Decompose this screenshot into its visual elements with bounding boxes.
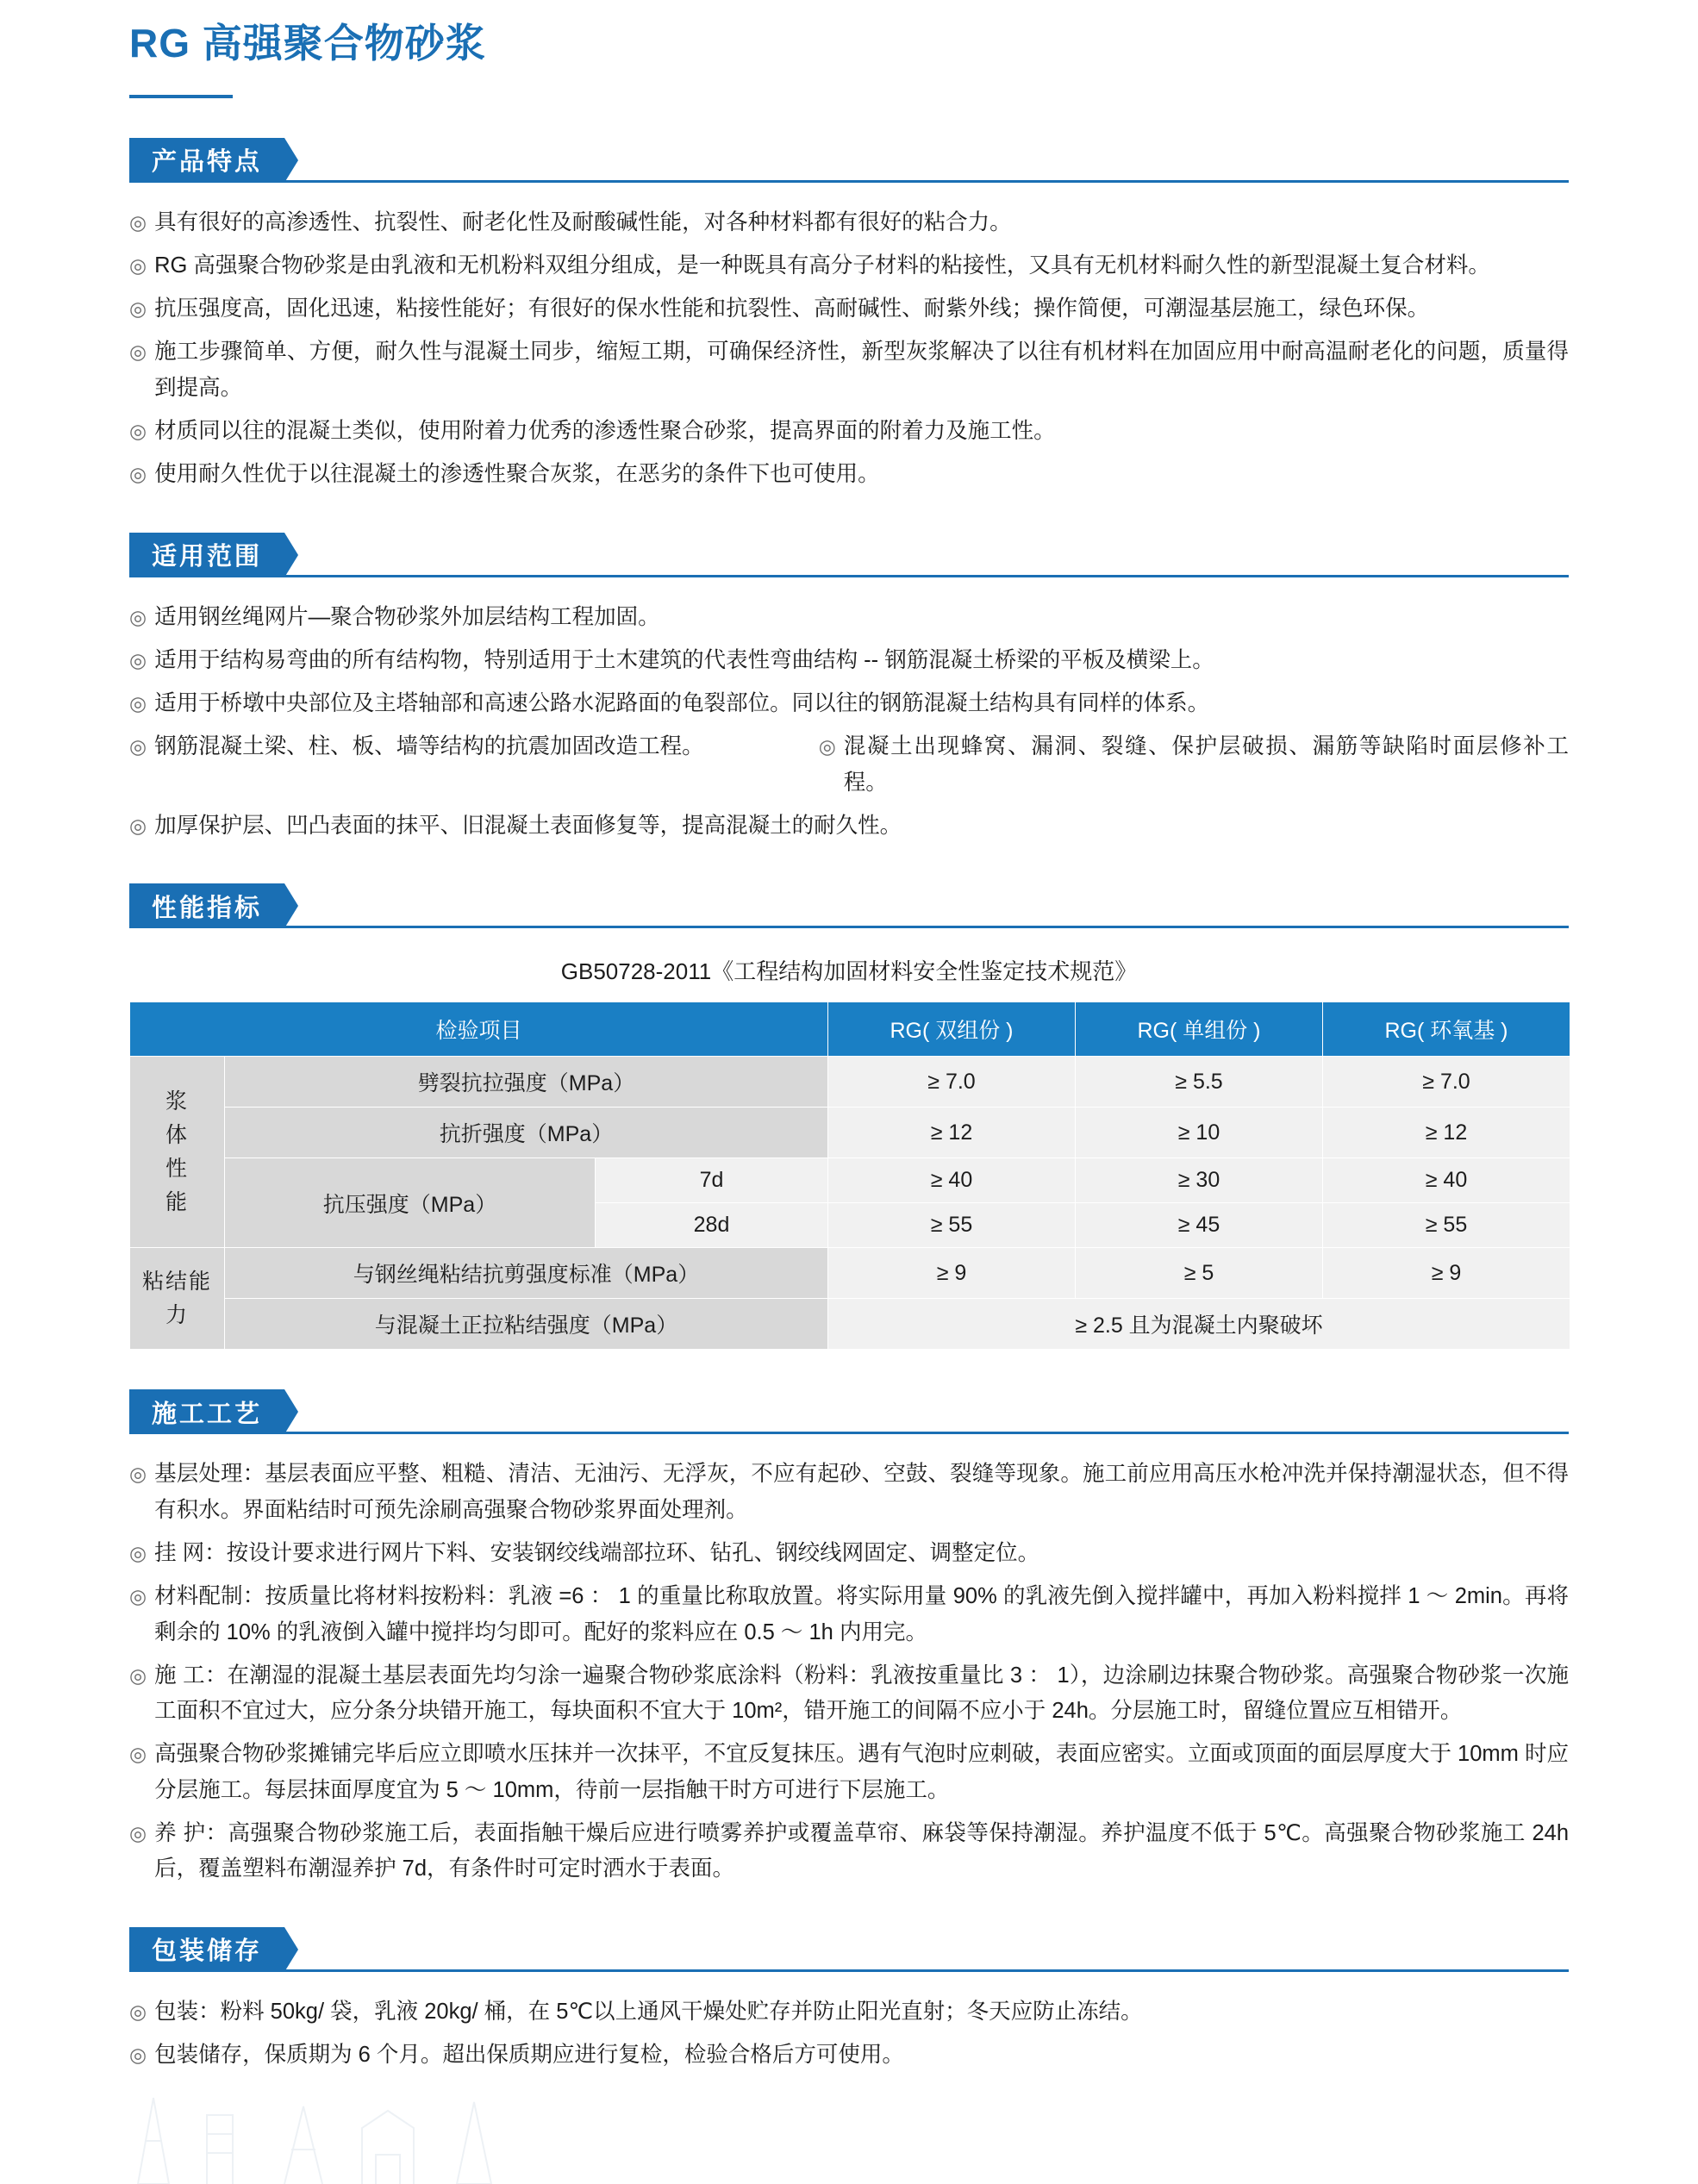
row-item-split-tensile: 劈裂抗拉强度（MPa） — [225, 1057, 828, 1108]
page-title: RG 高强聚合物砂浆 — [129, 21, 486, 66]
list-item-text: 使用耐久性优于以往混凝土的渗透性聚合灰浆，在恶劣的条件下也可使用。 — [154, 462, 880, 487]
cell-value: ≥ 55 — [1323, 1203, 1570, 1248]
cell-value: ≥ 55 — [828, 1203, 1076, 1248]
row-item-concrete-tensile-bond: 与混凝土正拉粘结强度（MPa） — [225, 1299, 828, 1350]
section-underline — [129, 1969, 1569, 1972]
column-header-rg-two-part: RG( 双组份 ) — [828, 1002, 1076, 1057]
section-scope — [0, 533, 1698, 845]
section-packaging — [0, 1927, 1698, 2184]
process-list — [129, 1457, 1569, 1887]
table-row — [130, 1158, 1570, 1203]
list-item-text: 包装：粉料 50kg/ 袋，乳液 20kg/ 桶，在 5℃以上通风干燥处贮存并防止阳光直射；冬天应防止冻结。 — [154, 1999, 1143, 2024]
section-header-process — [129, 1389, 1569, 1434]
list-item — [129, 1994, 1569, 2030]
section-title-packaging: 包装储存 — [129, 1927, 284, 1972]
table-header-row — [130, 1002, 1570, 1057]
cell-value: ≥ 45 — [1076, 1203, 1323, 1248]
table-row — [130, 1108, 1570, 1158]
list-item-text: 基层处理：基层表面应平整、粗糙、清洁、无油污、无浮灰，不应有起砂、空鼓、裂缝等现象。施工前应用高压水枪冲洗并保持潮湿状态，但不得有积水。界面粘结时可预先涂刷高强聚合物砂浆界面处理剂。 — [154, 1462, 1569, 1522]
list-item — [129, 729, 819, 764]
list-item — [129, 334, 1569, 406]
list-item — [129, 2037, 1569, 2073]
list-item — [129, 1536, 1569, 1571]
section-header-features — [129, 138, 1569, 183]
cell-value: ≥ 9 — [828, 1248, 1076, 1299]
list-item-text: 适用钢丝绳网片—聚合物砂浆外加层结构工程加固。 — [154, 604, 660, 629]
list-item — [129, 686, 1569, 721]
group-label-text: 粘结能 力 — [141, 1270, 212, 1327]
list-item-text: 混凝土出现蜂窝、漏洞、裂缝、保护层破损、漏筋等缺陷时面层修补工程。 — [843, 734, 1569, 795]
bullet-icon: ◎ — [129, 1663, 147, 1687]
list-item-text: 加厚保护层、凹凸表面的抹平、旧混凝土表面修复等，提高混凝土的耐久性。 — [154, 814, 902, 839]
bullet-icon: ◎ — [129, 735, 147, 758]
list-item — [129, 1579, 1569, 1650]
section-underline — [129, 180, 1569, 183]
bullet-icon: ◎ — [129, 1585, 147, 1608]
title-divider — [129, 95, 233, 98]
packaging-list — [129, 1994, 1569, 2074]
list-item — [129, 1658, 1569, 1730]
list-item — [129, 1737, 1569, 1808]
section-underline — [129, 1432, 1569, 1434]
list-item — [129, 414, 1569, 449]
bullet-icon: ◎ — [129, 1541, 147, 1564]
title-block — [0, 0, 1698, 98]
row-item-steel-wire-shear: 与钢丝绳粘结抗剪强度标准（MPa） — [225, 1248, 828, 1299]
list-item — [129, 643, 1569, 678]
group-label-slurry — [130, 1057, 225, 1248]
list-item-pair — [129, 729, 1569, 801]
list-item — [129, 808, 1569, 844]
cell-value: ≥ 10 — [1076, 1108, 1323, 1158]
list-item-text: 施 工：在潮湿的混凝土基层表面先均匀涂一遍聚合物砂浆底涂料（粉料：乳液按重量比 3 ： 1），边涂刷边抹聚合物砂浆。高强聚合物砂浆一次施工面积不宜过大，应分条分块错开施工，每块面积不宜大于 10m²，错开施工的间隔不应小于 24h。分层施工时，留缝位置应互相错开。 — [154, 1663, 1569, 1724]
list-item-text: 施工步骤简单、方便，耐久性与混凝土同步，缩短工期，可确保经济性，新型灰浆解决了以往有机材料在加固应用中耐高温耐老化的问题，质量得到提高。 — [154, 340, 1569, 400]
performance-table — [129, 1002, 1570, 1350]
column-header-rg-epoxy: RG( 环氧基 ) — [1323, 1002, 1570, 1057]
cell-value: ≥ 30 — [1076, 1158, 1323, 1203]
bullet-icon: ◎ — [129, 814, 147, 838]
bullet-icon: ◎ — [129, 605, 147, 628]
row-subitem-28d: 28d — [596, 1203, 828, 1248]
list-item-text: 适用于桥墩中央部位及主塔轴部和高速公路水泥路面的龟裂部位。同以往的钢筋混凝土结构具有同样的体系。 — [154, 691, 1210, 716]
list-item-text: 高强聚合物砂浆摊铺完毕后应立即喷水压抹并一次抹平，不宜反复抹压。遇有气泡时应刺破，表面应密实。立面或顶面的面层厚度大于 10mm 时应分层施工。每层抹面厚度宜为 5 ～ 10mm，待前一层指触干时方可进行下层施工。 — [154, 1742, 1569, 1802]
list-item-text: 抗压强度高，固化迅速，粘接性能好；有很好的保水性能和抗裂性、高耐碱性、耐紫外线；操作简便，可潮湿基层施工，绿色环保。 — [154, 296, 1430, 321]
list-item-text: RG 高强聚合物砂浆是由乳液和无机粉料双组分组成，是一种既具有高分子材料的粘接性，又具有无机材料耐久性的新型混凝土复合材料。 — [154, 253, 1490, 278]
row-item-compressive: 抗压强度（MPa） — [225, 1158, 596, 1248]
cell-value-merged: ≥ 2.5 且为混凝土内聚破坏 — [828, 1299, 1570, 1350]
bullet-icon: ◎ — [129, 210, 147, 234]
bullet-icon: ◎ — [129, 2000, 147, 2023]
list-item — [129, 600, 1569, 635]
cell-value: ≥ 5 — [1076, 1248, 1323, 1299]
section-header-packaging — [129, 1927, 1569, 1972]
list-item — [129, 248, 1569, 284]
list-item — [819, 729, 1569, 801]
cell-value: ≥ 40 — [828, 1158, 1076, 1203]
bullet-icon: ◎ — [129, 2043, 147, 2066]
cell-value: ≥ 7.0 — [828, 1057, 1076, 1108]
features-list — [129, 205, 1569, 493]
list-item-text: 材料配制：按质量比将材料按粉料：乳液 =6 ： 1 的重量比称取放置。将实际用量 90% 的乳液先倒入搅拌罐中，再加入粉料搅拌 1 ～ 2min。再将剩余的 10% 的乳液倒入罐中搅拌均匀即可。配好的浆料应在 0.5 ～ 1h 内用完。 — [154, 1584, 1569, 1644]
section-process — [0, 1389, 1698, 1887]
column-header-rg-one-part: RG( 单组份 ) — [1076, 1002, 1323, 1057]
table-row — [130, 1248, 1570, 1299]
cell-value: ≥ 7.0 — [1323, 1057, 1570, 1108]
group-label-bonding — [130, 1248, 225, 1350]
section-title-performance: 性能指标 — [129, 883, 284, 928]
cell-value: ≥ 12 — [828, 1108, 1076, 1158]
section-title-features: 产品特点 — [129, 138, 284, 183]
column-header-item: 检验项目 — [130, 1002, 828, 1057]
bullet-icon: ◎ — [818, 735, 836, 758]
list-item — [129, 291, 1569, 327]
cell-value: ≥ 9 — [1323, 1248, 1570, 1299]
cell-value: ≥ 5.5 — [1076, 1057, 1323, 1108]
section-underline — [129, 926, 1569, 928]
section-performance — [0, 883, 1698, 1350]
list-item-text: 钢筋混凝土梁、柱、板、墙等结构的抗震加固改造工程。 — [154, 734, 704, 759]
bullet-icon: ◎ — [129, 1743, 147, 1766]
list-item-text: 包装储存，保质期为 6 个月。超出保质期应进行复检，检验合格后方可使用。 — [154, 2042, 904, 2067]
table-caption: GB50728-2011《工程结构加固材料安全性鉴定技术规范》 — [560, 958, 1138, 985]
section-header-performance — [129, 883, 1569, 928]
list-item — [129, 1816, 1569, 1888]
table-row — [130, 1057, 1570, 1108]
bullet-icon: ◎ — [129, 648, 147, 671]
list-item-text: 养 护：高强聚合物砂浆施工后，表面指触干燥后应进行喷雾养护或覆盖草帘、麻袋等保持潮湿。养护温度不低于 5℃。高强聚合物砂浆施工 24h 后，覆盖塑料布潮湿养护 7d，有条件时可定时洒水于表面。 — [154, 1821, 1569, 1881]
table-row — [130, 1299, 1570, 1350]
bullet-icon: ◎ — [129, 1463, 147, 1486]
section-features — [0, 138, 1698, 493]
list-item-text: 具有很好的高渗透性、抗裂性、耐老化性及耐酸碱性能，对各种材料都有很好的粘合力。 — [154, 209, 1012, 234]
bullet-icon: ◎ — [129, 419, 147, 442]
bullet-icon: ◎ — [129, 1822, 147, 1845]
row-subitem-7d: 7d — [596, 1158, 828, 1203]
bullet-icon: ◎ — [129, 340, 147, 364]
list-item — [129, 205, 1569, 240]
list-item-text: 材质同以往的混凝土类似，使用附着力优秀的渗透性聚合砂浆，提高界面的附着力及施工性。 — [154, 418, 1056, 443]
bullet-icon: ◎ — [129, 253, 147, 277]
scope-list — [129, 600, 1569, 845]
bullet-icon: ◎ — [129, 297, 147, 321]
section-header-scope — [129, 533, 1569, 577]
row-item-flexural: 抗折强度（MPa） — [225, 1108, 828, 1158]
list-item — [129, 457, 1569, 492]
bullet-icon: ◎ — [129, 463, 147, 486]
cell-value: ≥ 40 — [1323, 1158, 1570, 1203]
list-item-text: 适用于结构易弯曲的所有结构物，特别适用于土木建筑的代表性弯曲结构 -- 钢筋混凝土桥梁的平板及横梁上。 — [154, 647, 1214, 672]
group-label-text: 浆 体 性 能 — [165, 1089, 189, 1214]
list-item — [129, 1457, 1569, 1528]
bullet-icon: ◎ — [129, 692, 147, 715]
list-item-text: 挂 网：按设计要求进行网片下料、安装钢绞线端部拉环、钻孔、钢绞线网固定、调整定位。 — [154, 1540, 1040, 1565]
cell-value: ≥ 12 — [1323, 1108, 1570, 1158]
section-title-process: 施工工艺 — [129, 1389, 284, 1434]
section-title-scope: 适用范围 — [129, 533, 284, 577]
section-underline — [129, 575, 1569, 577]
